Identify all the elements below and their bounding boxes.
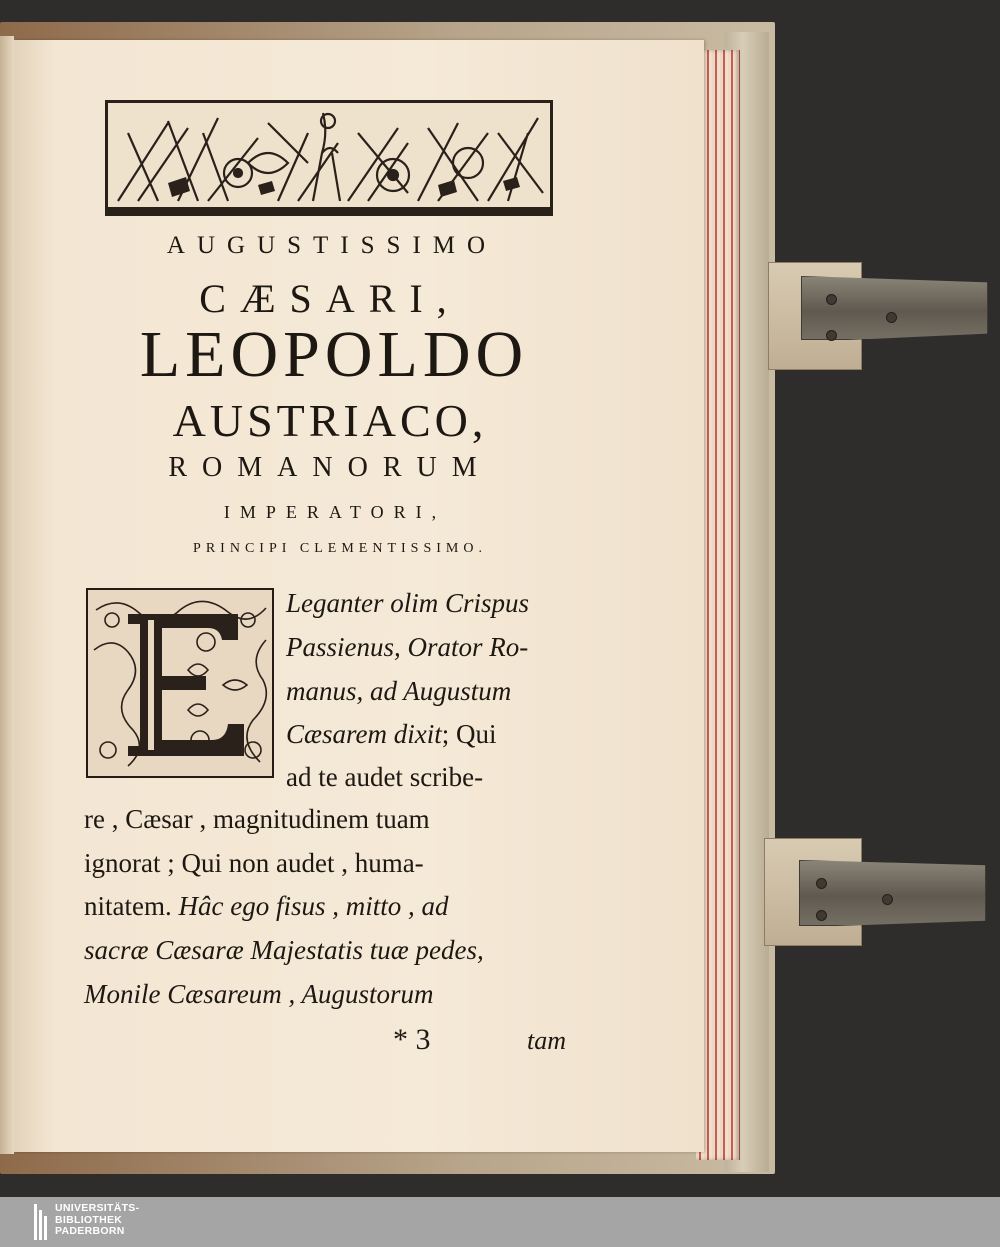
dedication-line-romanorum: ROMANORUM (168, 452, 492, 483)
upper-clasp (768, 262, 990, 372)
body-line-9: sacræ Cæsaræ Majestatis tuæ pedes, (84, 935, 484, 965)
body-line-4: Cæsarem dixit; Qui (286, 719, 497, 749)
body-line-2: Passienus, Orator Ro- (286, 632, 529, 662)
dedication-line-caesari: CÆSARI, (199, 276, 461, 321)
facing-page-strip (0, 36, 14, 1154)
footer-bar (0, 1197, 1000, 1247)
library-logo-text (55, 1203, 139, 1238)
body-line-10: Monile Cæsareum , Augustorum (84, 979, 434, 1009)
dedication-line-imperatori: IMPERATORI, (223, 502, 447, 522)
dedication-line-augustissimo: AUGUSTISSIMO (166, 232, 498, 259)
decorated-initial-e (86, 588, 274, 778)
signature-mark: * 3 (393, 1023, 431, 1056)
body-line-8: nitatem. Hâc ego fisus , mitto , ad (84, 891, 449, 921)
lower-clasp (764, 838, 986, 948)
body-line-1: Leganter olim Crispus (286, 588, 530, 618)
logo-line-1: UNIVERSITÄTS- (55, 1202, 140, 1214)
catchword: tam (527, 1026, 566, 1055)
body-line-6: re , Cæsar , magnitudinem tuam (84, 804, 430, 834)
engraved-headpiece-ornament (105, 100, 553, 216)
dedication-line-austriaco: AUSTRIACO, (172, 395, 488, 446)
body-line-5: ad te audet scribe- (286, 762, 484, 792)
library-logo-icon (34, 1204, 50, 1240)
dedication-line-principi: PRINCIPI CLEMENTISSIMO. (193, 541, 487, 556)
dedication-line-leopoldo: LEOPOLDO (139, 318, 529, 391)
body-line-3: manus, ad Augustum (286, 676, 512, 706)
logo-line-2: BIBLIOTHEK (55, 1213, 123, 1226)
body-line-7: ignorat ; Qui non audet , huma- (84, 848, 424, 878)
logo-line-3: PADERBORN (55, 1225, 125, 1237)
